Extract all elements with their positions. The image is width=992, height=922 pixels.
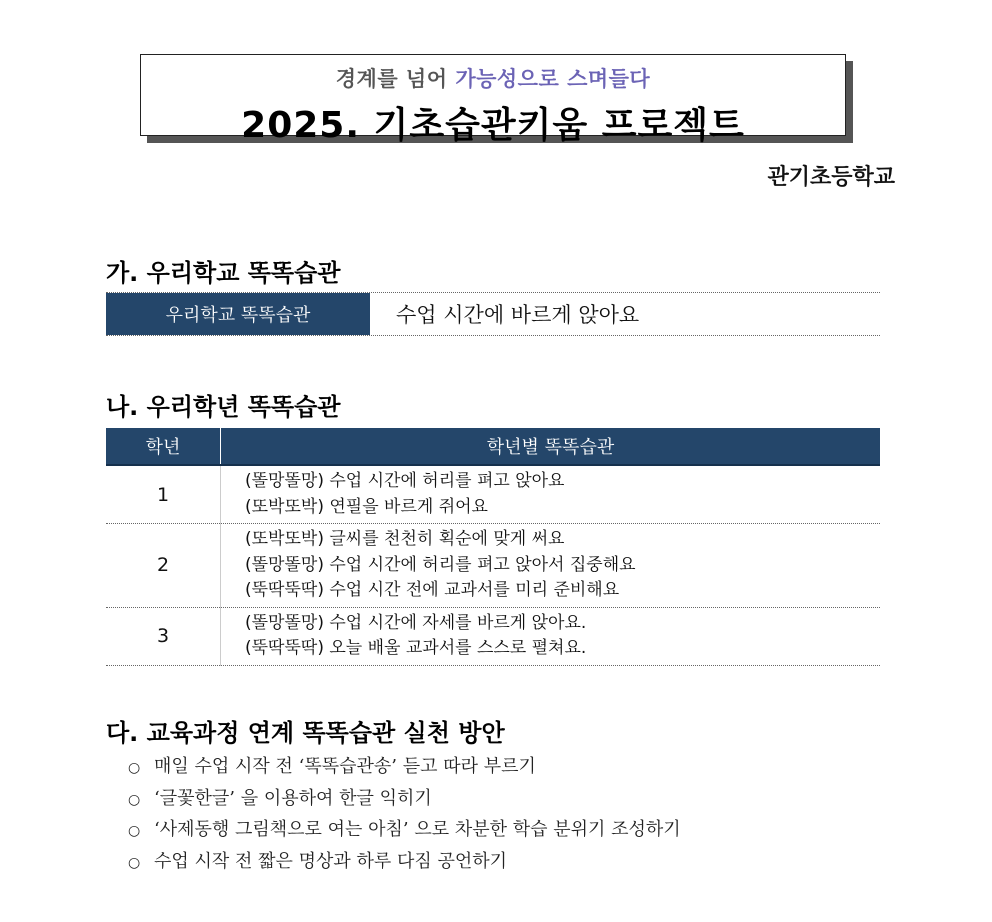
school-name: 관기초등학교 xyxy=(767,165,895,190)
practice-item-text: ‘글꽃한글’ 을 이용하여 한글 익히기 xyxy=(154,787,432,809)
circle-bullet-icon: ○ xyxy=(128,791,141,808)
section-heading-da: 다. 교육과정 연계 똑똑습관 실천 방안 xyxy=(106,719,505,747)
list-item xyxy=(128,752,681,784)
grade-cell: 3 xyxy=(106,607,221,665)
circle-bullet-icon: ○ xyxy=(128,823,141,839)
subtitle-part1: 경계를 넘어 xyxy=(335,67,448,91)
title-box xyxy=(140,54,846,146)
habit-item: (뚝딱뚝딱) 수업 시간 전에 교과서를 미리 준비해요 xyxy=(245,580,620,600)
list-item xyxy=(128,815,681,847)
practice-list xyxy=(128,752,681,878)
practice-item-text: 매일 수업 시작 전 ‘똑똑습관송’ 듣고 따라 부르기 xyxy=(154,756,536,777)
circle-bullet-icon: ○ xyxy=(128,854,141,871)
habits-cell xyxy=(221,607,881,665)
page-title: 2025. 기초습관키움 프로젝트 xyxy=(241,105,745,146)
habit-item: (뚝딱뚝딱) 오늘 배울 교과서를 스스로 펼쳐요. xyxy=(245,638,587,658)
section-heading-ga: 가. 우리학교 똑똑습관 xyxy=(106,259,341,287)
habit-item: (똘망똘망) 수업 시간에 허리를 펴고 앉아서 집중해요 xyxy=(245,554,636,575)
habits-cell xyxy=(221,465,881,524)
circle-bullet-icon: ○ xyxy=(128,760,141,776)
table-header-row xyxy=(106,428,880,465)
habit-item: (또박또박) 글씨를 천천히 획순에 맞게 써요 xyxy=(245,529,565,549)
habit-item: (똘망똘망) 수업 시간에 자세를 바르게 앉아요. xyxy=(245,612,587,633)
habit-item: (똘망똘망) 수업 시간에 허리를 펴고 앉아요 xyxy=(245,471,565,491)
subtitle-part2: 가능성으로 스며들다 xyxy=(455,67,651,91)
habit-item: (또박또박) 연필을 바르게 쥐어요 xyxy=(245,496,488,517)
list-item xyxy=(128,847,681,879)
subtitle xyxy=(141,63,845,93)
grade-cell: 1 xyxy=(106,465,221,524)
school-habit-row xyxy=(106,292,880,336)
grade-cell: 2 xyxy=(106,524,221,608)
grade-habit-table xyxy=(106,428,880,666)
school-habit-value: 수업 시간에 바르게 앉아요 xyxy=(396,303,640,327)
table-row xyxy=(106,465,880,524)
table-row xyxy=(106,607,880,665)
section-heading-na: 나. 우리학년 똑똑습관 xyxy=(106,393,341,421)
list-item xyxy=(128,784,681,816)
column-header-habits: 학년별 똑똑습관 xyxy=(221,428,881,465)
column-header-grade: 학년 xyxy=(106,428,221,465)
habits-cell xyxy=(221,524,881,608)
practice-item-text: ‘사제동행 그림책으로 여는 아침’ 으로 차분한 학습 분위기 조성하기 xyxy=(154,819,681,840)
table-row xyxy=(106,524,880,608)
school-habit-label: 우리학교 똑똑습관 xyxy=(106,293,370,335)
practice-item-text: 수업 시작 전 짧은 명상과 하루 다짐 공언하기 xyxy=(154,850,508,872)
title-banner xyxy=(140,54,850,146)
